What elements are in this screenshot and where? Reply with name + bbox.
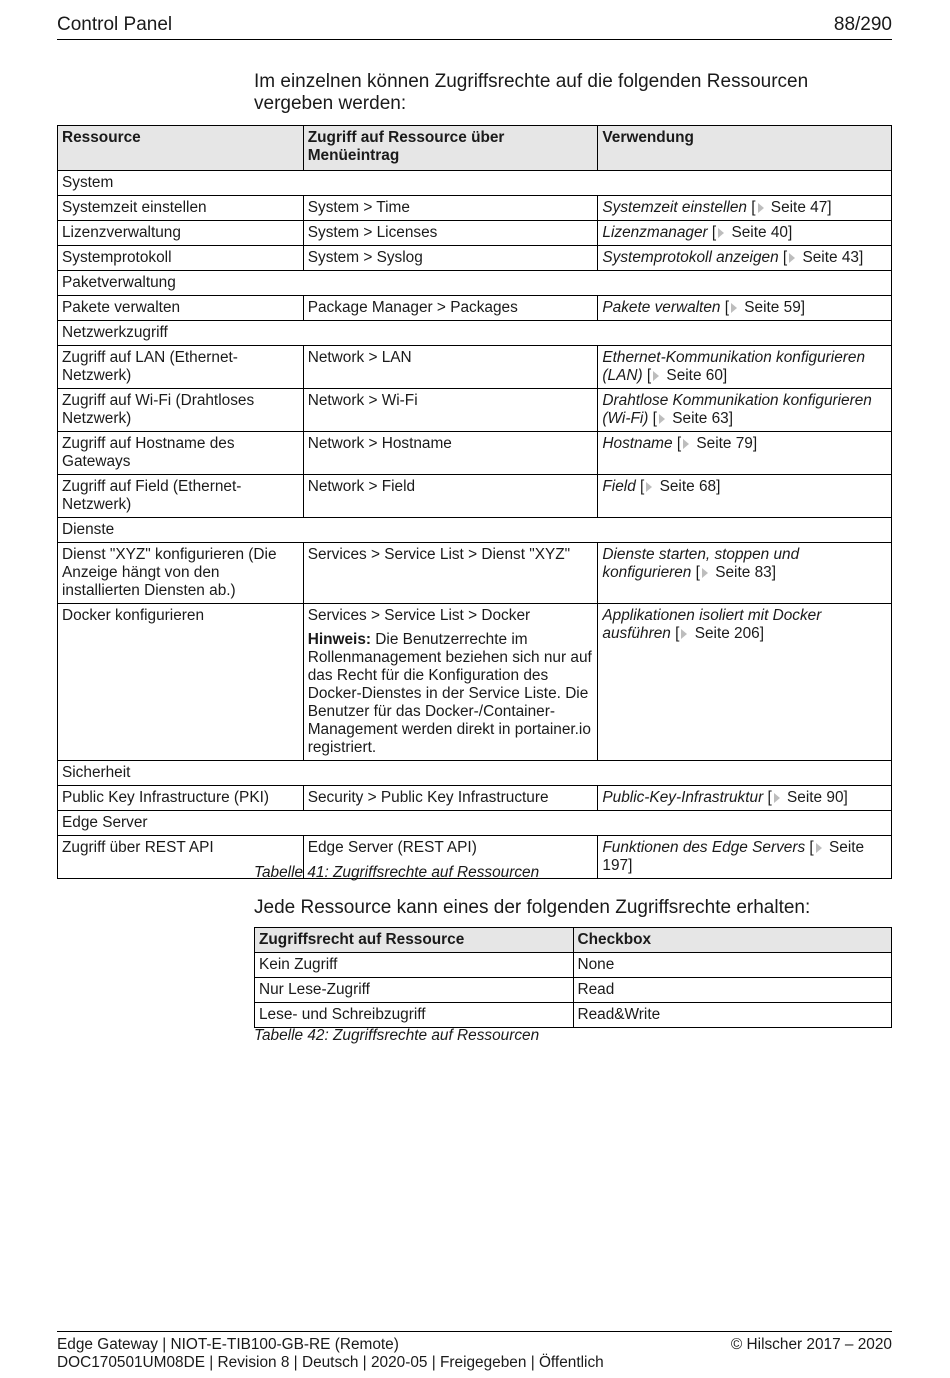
page-link-arrow-icon [718, 228, 724, 238]
resource-cell: Dienst "XYZ" konfigurieren (Die Anzeige hängt von den installierten Diensten ab.) [58, 543, 304, 604]
footer-copyright: © Hilscher 2017 – 2020 [730, 1336, 892, 1353]
resource-cell: Systemprotokoll [58, 246, 304, 271]
reference-page-link[interactable]: Seite 40] [727, 224, 793, 241]
page-number: 88/290 [833, 14, 892, 35]
reference-title: Applikationen isoliert mit Docker ausführen [602, 607, 822, 642]
reference-page-link[interactable]: Seite 83] [710, 564, 776, 581]
table-row [255, 1003, 892, 1028]
menu-entry-cell [303, 196, 598, 221]
section-row [58, 171, 892, 196]
reference-page-link[interactable]: Seite 197] [602, 839, 865, 874]
reference-title: Lizenzmanager [602, 224, 708, 241]
menu-entry-cell [303, 604, 598, 761]
resource-cell: Zugriff auf LAN (Ethernet-Netzwerk) [58, 346, 304, 389]
reference-page-link[interactable]: Seite 63] [667, 410, 733, 427]
reference-page-link[interactable]: Seite 68] [655, 478, 721, 495]
reference-page-link[interactable]: Seite 79] [692, 435, 758, 452]
footer-product: Edge Gateway | NIOT-E-TIB100-GB-RE (Remote) [57, 1336, 399, 1353]
access-rights-table [254, 927, 892, 1028]
table-row [58, 246, 892, 271]
page-link-arrow-icon [681, 629, 687, 639]
column-header-menu-entry: Zugriff auf Ressource über Menüeintrag [303, 126, 598, 171]
section-row [58, 518, 892, 543]
note [308, 631, 594, 757]
table-42-caption: Tabelle 42: Zugriffsrechte auf Ressourcen [254, 1027, 540, 1044]
menu-path: Services > Service List > Dienst "XYZ" [307, 546, 571, 563]
table-row [58, 346, 892, 389]
usage-cell [598, 432, 892, 475]
reference-bracket: [ [670, 625, 680, 642]
reference-bracket: [ [642, 367, 652, 384]
usage-cell [598, 389, 892, 432]
page-link-arrow-icon [774, 793, 780, 803]
page-link-arrow-icon [659, 414, 665, 424]
page-link-arrow-icon [653, 371, 659, 381]
menu-path: Edge Server (REST API) [307, 839, 477, 856]
section-heading: Netzwerkzugriff [58, 321, 892, 346]
usage-cell [598, 246, 892, 271]
reference-title: Systemprotokoll anzeigen [602, 249, 779, 266]
checkbox-value-cell: None [573, 953, 892, 978]
reference-title: Ethernet-Kommunikation konfigurieren (LAN) [602, 349, 866, 384]
reference-title: Hostname [602, 435, 673, 452]
section-heading: System [58, 171, 892, 196]
page-link-arrow-icon [758, 203, 764, 213]
page-footer [57, 1331, 892, 1371]
usage-cell [598, 221, 892, 246]
reference-bracket: [ [746, 199, 756, 216]
reference-bracket: [ [691, 564, 700, 581]
section-heading: Edge Server [58, 811, 892, 836]
menu-path: System > Time [307, 199, 410, 216]
access-resources-table [57, 125, 892, 879]
reference-bracket: [ [672, 435, 682, 452]
table-row [58, 475, 892, 518]
usage-cell [598, 604, 892, 761]
resource-cell: Public Key Infrastructure (PKI) [58, 786, 304, 811]
reference-bracket: [ [720, 299, 730, 316]
section-row [58, 321, 892, 346]
menu-entry-cell [303, 296, 598, 321]
page-link-arrow-icon [683, 439, 689, 449]
page-link-arrow-icon [789, 253, 795, 263]
checkbox-value-cell: Read [573, 978, 892, 1003]
reference-title: Pakete verwalten [602, 299, 721, 316]
table-row [58, 389, 892, 432]
menu-path: Network > Field [307, 478, 416, 495]
menu-path: System > Syslog [307, 249, 423, 266]
reference-title: Field [602, 478, 636, 495]
menu-entry-cell [303, 543, 598, 604]
reference-title: Drahtlose Kommunikation konfigurieren (Wi-Fi) [602, 392, 872, 427]
reference-page-link[interactable]: Seite 206] [690, 625, 765, 642]
table-row [58, 786, 892, 811]
column-header-usage: Verwendung [598, 126, 892, 171]
table-row [58, 221, 892, 246]
section-row [58, 271, 892, 296]
table-41-caption: Tabelle 41: Zugriffsrechte auf Ressourcen [254, 864, 540, 881]
section-heading: Dienste [58, 518, 892, 543]
table-row [58, 196, 892, 221]
page-link-arrow-icon [646, 482, 652, 492]
reference-title: Systemzeit einstellen [602, 199, 747, 216]
reference-title: Dienste starten, stoppen und konfigurieren [602, 546, 800, 581]
section-row [58, 811, 892, 836]
menu-path: Package Manager > Packages [307, 299, 518, 316]
page-link-arrow-icon [816, 843, 822, 853]
usage-cell [598, 786, 892, 811]
resource-cell: Zugriff auf Field (Ethernet-Netzwerk) [58, 475, 304, 518]
section-row [58, 761, 892, 786]
resource-cell: Zugriff auf Hostname des Gateways [58, 432, 304, 475]
note-text: Die Benutzerrechte im Rollenmanagement beziehen sich nur auf das Recht für die Konfiguration des Docker-Dienstes in der Service Liste. Die Benutzer für das Docker-/Container-Management werden direkt in portainer.io registriert. [307, 631, 592, 756]
access-right-cell: Nur Lese-Zugriff [255, 978, 574, 1003]
reference-bracket: [ [635, 478, 645, 495]
note-label: Hinweis: [307, 631, 372, 648]
access-right-cell: Kein Zugriff [255, 953, 574, 978]
menu-entry-cell [303, 475, 598, 518]
menu-path: Network > LAN [307, 349, 412, 366]
menu-entry-cell [303, 221, 598, 246]
column-header-checkbox: Checkbox [573, 928, 892, 953]
page-link-arrow-icon [731, 303, 737, 313]
resource-cell: Pakete verwalten [58, 296, 304, 321]
reference-title: Public-Key-Infrastruktur [602, 789, 764, 806]
page-link-arrow-icon [702, 568, 708, 578]
reference-bracket: [ [707, 224, 717, 241]
menu-path: Network > Hostname [307, 435, 452, 452]
header-title: Control Panel [57, 14, 173, 35]
checkbox-value-cell: Read&Write [573, 1003, 892, 1028]
section-heading: Sicherheit [58, 761, 892, 786]
table-row [255, 953, 892, 978]
resource-cell: Zugriff auf Wi-Fi (Drahtloses Netzwerk) [58, 389, 304, 432]
usage-cell [598, 296, 892, 321]
table-header-row [255, 928, 892, 953]
resource-cell: Systemzeit einstellen [58, 196, 304, 221]
access-right-cell: Lese- und Schreibzugriff [255, 1003, 574, 1028]
reference-page-link[interactable]: Seite 43] [798, 249, 864, 266]
reference-page-link[interactable]: Seite 59] [740, 299, 806, 316]
reference-bracket: [ [778, 249, 788, 266]
reference-bracket: [ [763, 789, 772, 806]
reference-title: Funktionen des Edge Servers [602, 839, 806, 856]
resource-cell: Docker konfigurieren [58, 604, 304, 761]
section-heading: Paketverwaltung [58, 271, 892, 296]
table-row [58, 296, 892, 321]
menu-entry-cell [303, 346, 598, 389]
menu-path: Network > Wi-Fi [307, 392, 418, 409]
column-header-resource: Ressource [58, 126, 304, 171]
intro-paragraph: Im einzelnen können Zugriffsrechte auf die folgenden Ressourcen vergeben werden: [254, 71, 809, 114]
menu-path: Security > Public Key Infrastructure [307, 789, 549, 806]
menu-entry-cell [303, 786, 598, 811]
reference-page-link[interactable]: Seite 90] [782, 789, 848, 806]
usage-cell [598, 196, 892, 221]
menu-entry-cell [303, 432, 598, 475]
footer-document-info: DOC170501UM08DE | Revision 8 | Deutsch | 2020-05 | Freigegeben | Öffentlich [57, 1354, 604, 1371]
table-row [58, 604, 892, 761]
table-header-row [58, 126, 892, 171]
usage-cell [598, 543, 892, 604]
resource-cell: Zugriff über REST API [58, 836, 304, 879]
table-row [58, 543, 892, 604]
access-rights-lead: Jede Ressource kann eines der folgenden Zugriffsrechte erhalten: [254, 897, 811, 918]
reference-page-link[interactable]: Seite 47] [766, 199, 832, 216]
menu-entry-cell [303, 246, 598, 271]
menu-entry-cell [303, 389, 598, 432]
reference-bracket: [ [648, 410, 657, 427]
reference-page-link[interactable]: Seite 60] [662, 367, 728, 384]
resource-cell: Lizenzverwaltung [58, 221, 304, 246]
column-header-access-right: Zugriffsrecht auf Ressource [255, 928, 574, 953]
page-header [57, 14, 892, 40]
table-row [58, 432, 892, 475]
usage-cell [598, 346, 892, 389]
usage-cell [598, 475, 892, 518]
menu-path: Services > Service List > Docker [307, 607, 531, 624]
usage-cell [598, 836, 892, 879]
table-row [255, 978, 892, 1003]
reference-bracket: [ [805, 839, 814, 856]
menu-path: System > Licenses [307, 224, 438, 241]
